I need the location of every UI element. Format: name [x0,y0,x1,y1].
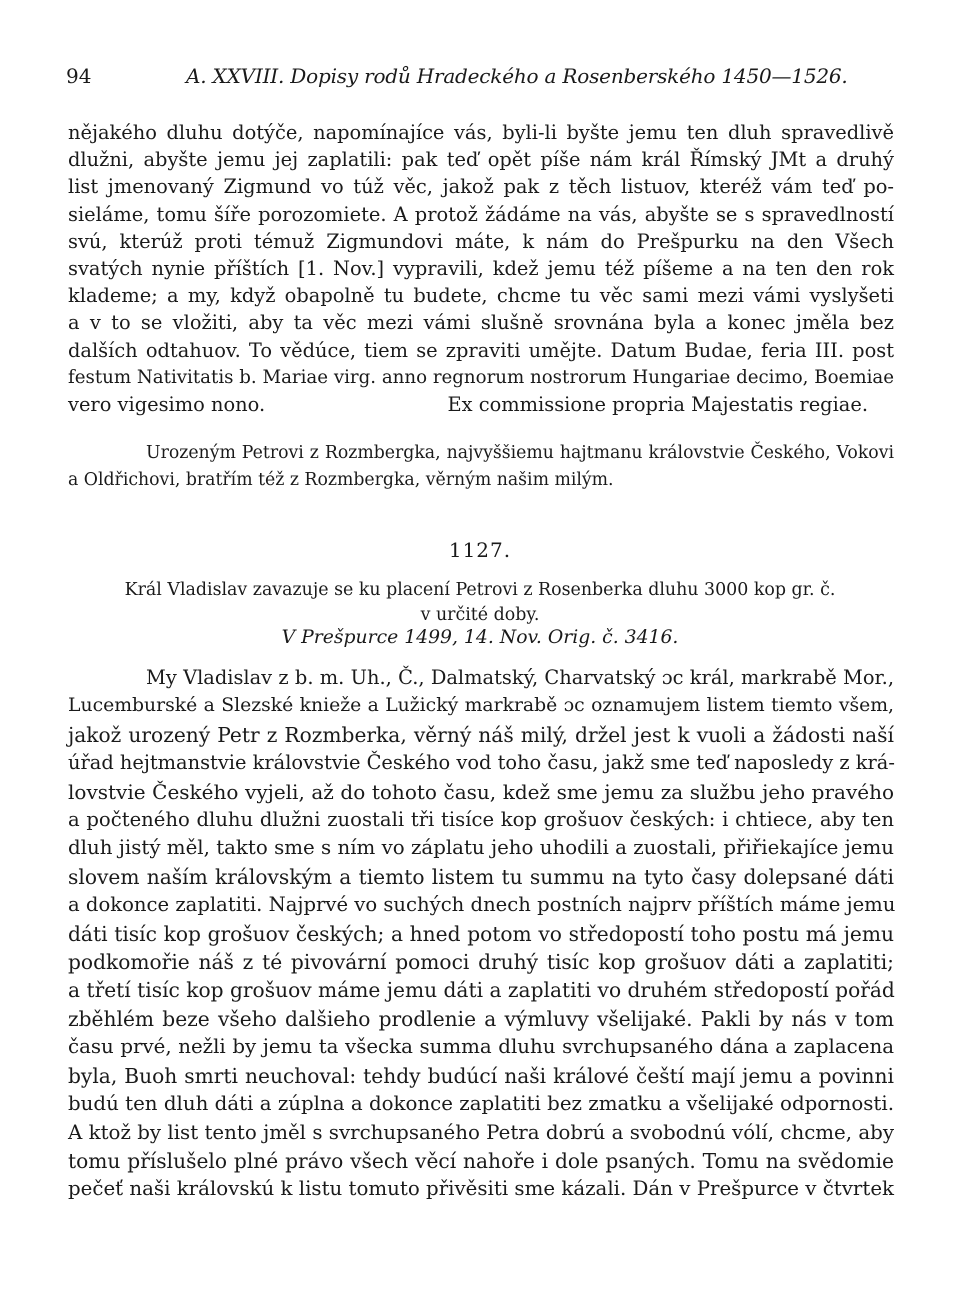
text-line: slovem naším královským a tiemto listem tu summu na tyto časy dolepsané dáti [68,864,894,889]
document-number: 1127. [448,538,512,562]
letter-closing [68,391,894,418]
text-line: a dokonce zaplatiti. Najprvé vo suchých dnech postních najprv příštích máme jemu [68,893,896,917]
text-line: tomu příslušelo plné právo všech věcí nahoře i dole psaných. Tomu na svědomie [68,1148,894,1173]
running-title: A. XXVIII. Dopisy rodů Hradeckého a Rosenberského 1450—1526. [186,64,848,88]
text-line: pečeť naši královskú k listu tomuto přivěsiti sme kázali. Dán v Prešpurce v čtvrtek [68,1177,895,1201]
text-line: a v to se vložiti, aby ta věc mezi vámi slušně srovnána byla a konec jměla bez [68,311,894,335]
text-line: byla, Buoh smrti neuchoval: tehdy budúcí naši králové čeští mají jemu a povinni [68,1063,894,1088]
text-line: Lucemburské a Slezské knieže a Lužický markrabě ɔc oznamujem listem tiemto všem, [68,695,894,717]
letter-body [68,119,894,418]
text-line: dalších odtahuov. To vědúce, tiem se zpraviti umějte. Datum Budae, feria III. post [68,338,894,362]
regest-line: Král Vladislav zavazuje se ku placení Petrovi z Rosenberka dluhu 3000 kop gr. č. [124,580,836,600]
page-header [60,64,900,94]
text-line: svú, kterúž proti témuž Zigmundovi máte, k nám do Prešpurku na den Všech [68,229,894,253]
text-line: nějakého dluhu dotýče, napomínajíce vás, byli-li byšte jemu ten dluh spravedlivě [68,121,894,144]
text-line: My Vladislav z b. m. Uh., Č., Dalmatský, Charvatský ɔc král, markrabě Mor., [146,666,894,689]
text-line: dluh jistý měl, takto sme s ním vo záplatu jeho uhodili a zuostali, přiřiekajíce jemu [68,836,894,860]
address-line: Urozeným Petrovi z Rozmbergka, najvyššiemu hajtmanu královstvie Českého, Vokovi [146,443,894,463]
address-line: a Oldřichovi, bratřím též z Rozmbergka, věrným našim milým. [68,470,614,490]
text-line: klademe; a my, když obapolně tu budete, chcme tu věc sami mezi vámi vyslyšeti [68,284,894,308]
page-number: 94 [66,64,92,88]
text-line: a počteného dluhu dlužni zuostali tři tisíce kop grošuov českých: i chtiece, aby ten [68,808,894,832]
text-line: list jmenovaný Zigmund vo túž věc, jakož pak z těch listuov, kteréž vám teď po- [68,175,894,199]
text-line: podkomořie náš z té pivovární pomoci druhý tisíc kop grošuov dáti a zaplatiti; [68,950,894,975]
text-line: a třetí tisíc kop grošuov máme jemu dáti a zaplatiti vo druhém středopostí pořád [68,978,895,1003]
regest-line: v určité doby. [420,605,540,625]
text-line: času prvé, nežli by jemu ta všecka summa dluhu svrchupsaného dána a zaplacena [68,1035,894,1059]
text-line: jakož urozený Petr z Rozmberka, věrný náš milý, držel jest k vuoli a žádosti naší [68,722,894,747]
text-line: festum Nativitatis b. Mariae virg. anno regnorum nostrorum Hungariae decimo, Boemiae [68,366,894,388]
text-line: úřad hejtmanstvie královstvie Českého vod toho času, jakž sme teď naposledy z krá- [68,751,895,775]
text-line: lovstvie Českého vyjeli, až do tohoto času, kdež sme jemu za službu jeho pravého [68,779,894,804]
text-line: sieláme, tomu šíře porozomiete. A protož žádáme na vás, abyšte se s spravedlností [68,202,894,226]
text-line: dáti tisíc kop grošuov českých; a hned potom vo středopostí toho postu má jemu [68,921,894,946]
document-regest [80,578,880,628]
text-line: A ktož by list tento jměl s svrchupsaného Petra dobrú a svobodnú vólí, chcme, aby [68,1120,894,1144]
letter-date-end: vero vigesimo nono. [68,393,266,417]
text-line: dlužni, abyšte jemu jej zaplatili: pak teď opět píše nám král Římský JMt a druhý [68,148,894,172]
text-line: budú ten dluh dáti a zúplna a dokonce zaplatiti bez zmatku a všelijaké odpornosti. [68,1092,894,1116]
letter-address [68,440,894,494]
document-body [68,664,894,1204]
text-line: svatých nynie příštích [1. Nov.] vypravili, kdež jemu též píšeme a na ten den rok [68,257,894,281]
text-line: zběhlém beze všeho dalšieho prodlenie a výmluvy všelijaké. Pakli by nás v tom [68,1006,894,1031]
commission-note: Ex commissione propria Majestatis regiae. [447,393,868,417]
document-source: V Prešpurce 1499, 14. Nov. Orig. č. 3416. [281,627,679,648]
